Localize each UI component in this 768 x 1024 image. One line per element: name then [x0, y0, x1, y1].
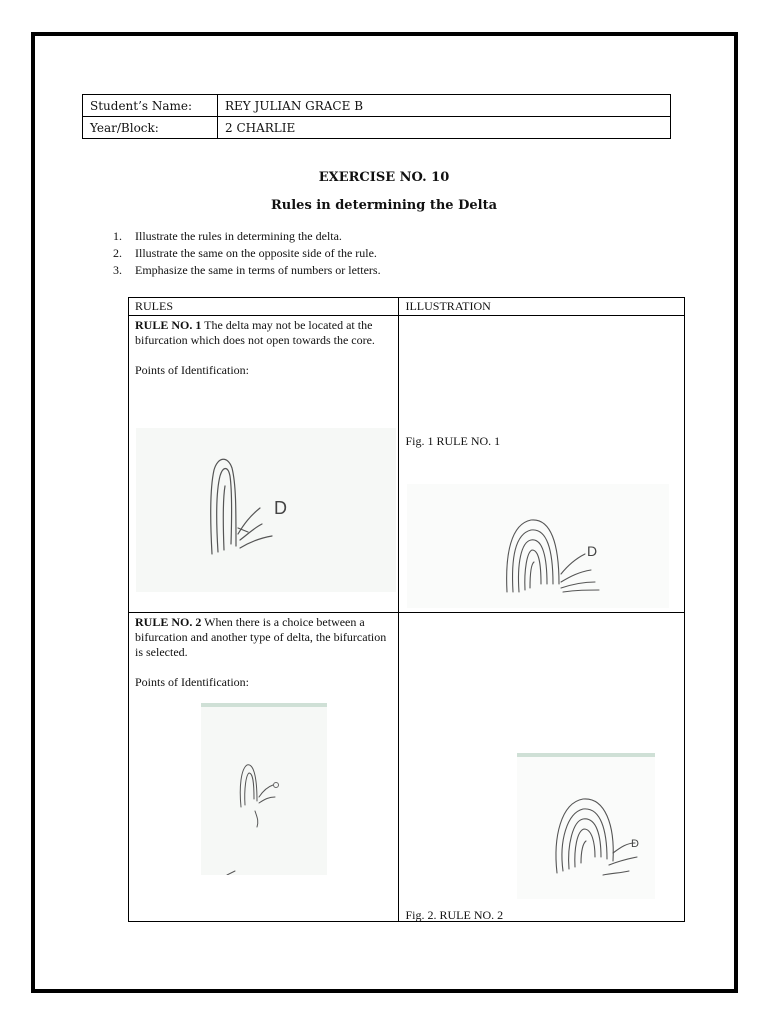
rule-2-sketch-image [201, 703, 327, 875]
instruction-item [113, 262, 381, 279]
fingerprint-sketch-icon [201, 703, 327, 875]
student-info-table [82, 94, 671, 139]
rule-2-label: RULE NO. 2 [135, 615, 202, 629]
header-illustration: ILLUSTRATION [399, 298, 685, 316]
year-block-value: 2 CHARLIE [218, 117, 671, 139]
illustration-1-sketch-image [407, 484, 669, 608]
rule-2-text: When there is a choice between a bifurcation and another type of delta, the bifurcation is selected. [135, 615, 387, 659]
rule-1-points-label: Points of Identification: [135, 363, 249, 377]
fingerprint-sketch-icon [136, 428, 396, 592]
rule-1-sketch-image [136, 428, 396, 592]
illustration-2-cell [399, 613, 685, 922]
rule-2-cell [129, 613, 399, 922]
sketch-letter: D [274, 498, 287, 518]
exercise-subtitle: Rules in determining the Delta [270, 198, 498, 213]
instruction-number: 1. [113, 229, 122, 243]
illustration-1-cell [399, 316, 685, 613]
fig-2-caption: Fig. 2. RULE NO. 2 [405, 908, 504, 922]
instruction-number: 3. [113, 263, 122, 277]
header-rules: RULES [129, 298, 399, 316]
fingerprint-sketch-icon [517, 753, 655, 899]
rules-table [128, 297, 685, 922]
instructions-list [113, 228, 381, 279]
fingerprint-sketch-icon [407, 484, 669, 608]
instruction-text: Illustrate the same on the opposite side of the rule. [135, 246, 377, 260]
student-name-value: REY JULIAN GRACE B [218, 95, 671, 117]
year-block-label: Year/Block: [83, 117, 218, 139]
rules-table-header [129, 298, 685, 316]
exercise-title: EXERCISE NO. 10 [318, 170, 450, 185]
rule-2-description [135, 613, 392, 660]
rule-1-label: RULE NO. 1 [135, 318, 202, 332]
instruction-item [113, 228, 381, 245]
illustration-2-sketch-image [517, 753, 655, 899]
sketch-letter: D [631, 838, 640, 850]
instruction-text: Emphasize the same in terms of numbers or letters. [135, 263, 381, 277]
sketch-letter: D [587, 543, 598, 559]
instruction-text: Illustrate the rules in determining the delta. [135, 229, 342, 243]
rule-row-1 [129, 316, 685, 613]
student-name-row [83, 95, 671, 117]
rule-1-description [135, 316, 392, 348]
rule-1-cell [129, 316, 399, 613]
instruction-item [113, 245, 381, 262]
instruction-number: 2. [113, 246, 122, 260]
fig-1-caption: Fig. 1 RULE NO. 1 [405, 434, 501, 448]
rule-1-text: The delta may not be located at the bifurcation which does not open towards the core. [135, 318, 375, 347]
rule-row-2 [129, 613, 685, 922]
student-name-label: Student’s Name: [83, 95, 218, 117]
year-block-row [83, 117, 671, 139]
rule-2-points-label: Points of Identification: [135, 675, 249, 689]
